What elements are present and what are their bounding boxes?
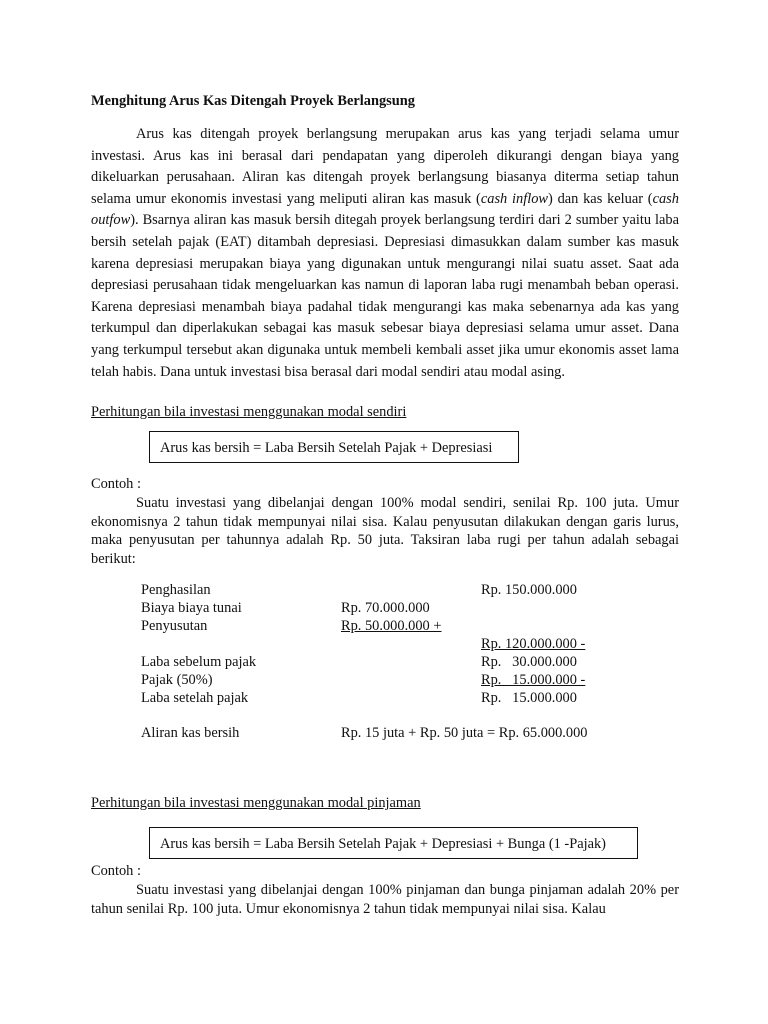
calc-pajak-label: Pajak (50%) (141, 672, 213, 688)
own-capital-heading: Perhitungan bila investasi menggunakan modal sendiri (91, 404, 407, 420)
page-title: Menghitung Arus Kas Ditengah Proyek Berlangsung (91, 93, 415, 109)
loan-capital-formula-box (149, 827, 638, 859)
loan-capital-heading: Perhitungan bila investasi menggunakan modal pinjaman (91, 795, 421, 811)
calc-aliran-label: Aliran kas bersih (141, 725, 240, 741)
own-capital-example-label: Contoh : (91, 476, 141, 492)
intro-paragraph (91, 124, 679, 383)
calc-penghasilan-value: Rp. 150.000.000 (481, 582, 577, 598)
calc-laba-setelah-value: Rp. 15.000.000 (481, 690, 577, 706)
own-capital-example-text: Suatu investasi yang dibelanjai dengan 100% modal sendiri, senilai Rp. 100 juta. Umur ekonomisnya 2 tahun tidak mempunyai nilai sisa. Kalau penyusutan dilakukan dengan garis lurus, maka penyusutan per tahunnya adalah Rp. 50 juta. Taksiran laba rugi per tahun adalah sebagai berikut: (91, 495, 679, 567)
intro-text-part-2: ) dan kas keluar ( (548, 190, 653, 207)
calc-aliran-value: Rp. 15 juta + Rp. 50 juta = Rp. 65.000.000 (341, 725, 588, 741)
calc-penyusutan-label: Penyusutan (141, 618, 208, 634)
loan-capital-example-text: Suatu investasi yang dibelanjai dengan 100% pinjaman dan bunga pinjaman adalah 20% per tahun senilai Rp. 100 juta. Umur ekonomisnya 2 tahun tidak mempunyai nilai sisa. Kalau (91, 882, 679, 917)
calc-laba-setelah-label: Laba setelah pajak (141, 690, 249, 706)
loan-capital-example-label: Contoh : (91, 863, 141, 879)
calc-penghasilan-label: Penghasilan (141, 582, 211, 598)
cash-inflow-term: cash inflow (480, 190, 548, 207)
intro-text-part-3: ). Bsarnya aliran kas masuk bersih ditegah proyek berlangsung terdiri dari 2 sumber yaitu laba bersih setelah pajak (EAT) ditambah depresiasi. Depresiasi dimasukkan dalam sumber kas masuk karena depresiasi merupakan biaya yang digunakan untuk mengurangi nilai suatu asset. Saat ada depresiasi perusahaan tidak mengeluarkan kas namun di laporan laba rugi menambah beban operasi. Karena depresiasi menambah biaya padahal tidak mengurangi kas maka sebenarnya ada kas yang terkumpul dan diperlakukan sebagai kas masuk sebesar biaya depresiasi selama umur asset. Dana yang terkumpul tersebut akan digunaka untuk membeli kembali asset jika umur ekonomis asset lama telah habis. Dana untuk investasi bisa berasal dari modal sendiri atau modal asing. (91, 212, 679, 380)
calc-laba-sebelum-value: Rp. 30.000.000 (481, 654, 577, 670)
own-capital-formula-box (149, 431, 519, 463)
calc-pajak-value: Rp. 15.000.000 - (481, 672, 586, 688)
cash-outflow-term: cash outfow (91, 190, 679, 229)
loan-capital-formula: Arus kas bersih = Laba Bersih Setelah Pajak + Depresiasi + Bunga (1 -Pajak) (160, 836, 606, 852)
calc-biaya-value: Rp. 70.000.000 (341, 600, 430, 616)
calc-biaya-label: Biaya biaya tunai (141, 600, 242, 616)
intro-text-part-1: Arus kas ditengah proyek berlangsung merupakan arus kas yang terjadi selama umur investasi. Arus kas ini berasal dari pendapatan yang diperoleh dikurangi dengan biaya yang dikeluarkan perusahaan. Aliran kas ditengah proyek berlangsung biasanya diterma setiap tahun selama umur ekonomis investasi yang meliputi aliran kas masuk ( (91, 126, 679, 207)
calc-subtotal-value: Rp. 120.000.000 - (481, 636, 586, 652)
calc-laba-sebelum-label: Laba sebelum pajak (141, 654, 257, 670)
own-capital-formula: Arus kas bersih = Laba Bersih Setelah Pajak + Depresiasi (160, 440, 493, 456)
calc-penyusutan-value: Rp. 50.000.000 + (341, 618, 442, 634)
